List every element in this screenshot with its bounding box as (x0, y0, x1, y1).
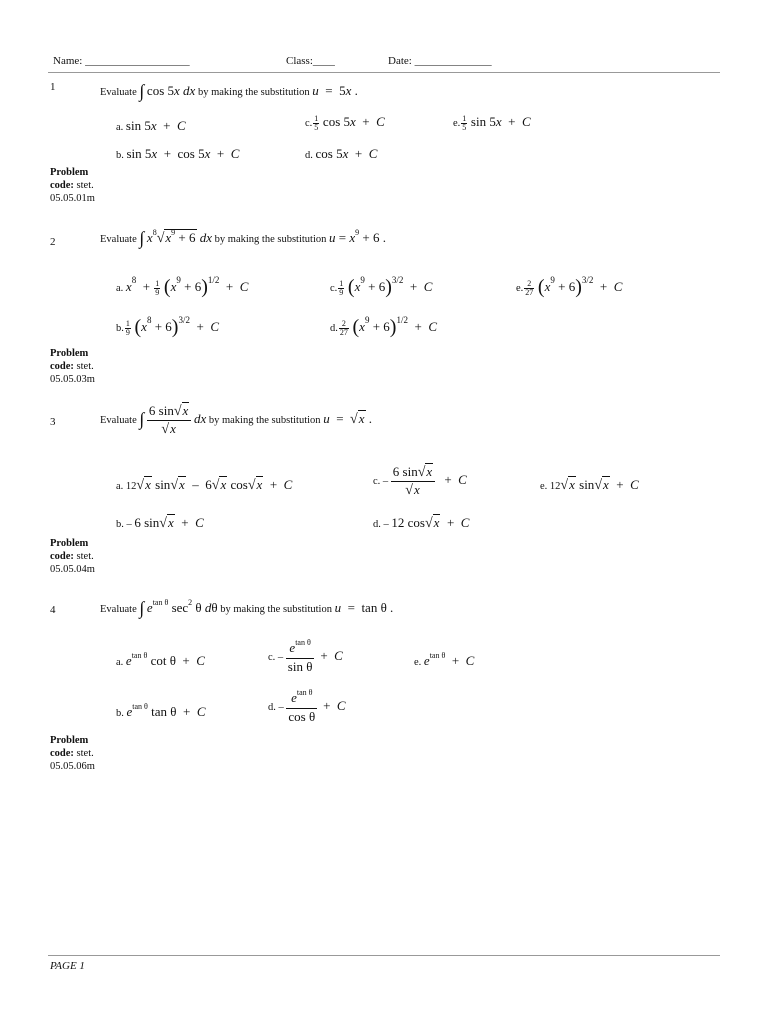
problem-1-option-a: a. sin 5x + C (116, 118, 186, 133)
problem-3-option-b: b. – 6 sin√x + C (116, 515, 204, 531)
problem-4-prompt: Evaluate ∫ $e^{tan \theta}$ $\sec^2 \theta$ dθ by making the substitution u = tan θ . (100, 598, 394, 618)
problem-3-number: 3 (50, 416, 56, 428)
name-blank: ___________________ (85, 55, 190, 67)
class-blank: ____ (312, 55, 335, 67)
problem-2-prompt: Evaluate ∫ $x^8√x^9 + 6$ dx by making the substitution $u = x^9 + 6$ . (100, 228, 386, 248)
problem-2-option-a: a. $x^8$ + $\frac{1}{9}$ $(x^9 + 6)^{1/2} + C$ (116, 275, 249, 298)
problem-1-option-d: d. cos 5x + C (305, 146, 378, 161)
problem-2-option-c: c. $\frac{1}{9}$ $(x^9 + 6)^{3/2} + C$ (330, 275, 433, 298)
evaluate-word: Evaluate (100, 87, 137, 98)
problem-2-option-e: e. $\frac{2}{27}$ $(x^9 + 6)^{3/2} + C$ (516, 275, 623, 298)
problem-4-option-a: a. $e^{tan \theta}$ cot θ + C (116, 651, 205, 668)
problem-2-option-d: d. $\frac{2}{27}$ $(x^9 + 6)^{1/2} + C$ (330, 315, 437, 338)
problem-2-code: Problem code: stet. 05.05.03m (50, 348, 95, 385)
problem-1-option-b: b. sin 5x + cos 5x + C (116, 146, 240, 161)
date-field (388, 55, 492, 67)
problem-2-option-b: b. $\frac{1}{9}$ $(x^8 + 6)^{3/2} + C$ (116, 315, 219, 338)
problem-4-number: 4 (50, 604, 56, 616)
class-label: Class: (286, 55, 313, 67)
problem-2-number: 2 (50, 236, 56, 248)
date-label: Date: (388, 55, 412, 67)
substitution-phrase: by making the substitution (197, 87, 310, 98)
problem-3-option-e: e. 12√x sin√x + C (540, 477, 639, 493)
problem-1-number: 1 (50, 81, 56, 93)
class-field (286, 55, 335, 67)
problem-3-option-c: c. – $\frac{6 \sin√x}{√x}$ + C (373, 464, 467, 498)
header-rule (48, 72, 720, 73)
problem-1-code: Problem code: stet. 05.05.01m (50, 167, 95, 204)
footer-rule (48, 955, 720, 956)
problem-3-option-d: d. – 12 cos√x + C (373, 515, 470, 531)
problem-4-option-b: b. $e^{tan \theta}$ tan θ + C (116, 702, 206, 719)
problem-4-option-c: c. – $\frac{e^{tan \theta}}{\text{sin θ}}$ + C (268, 638, 343, 674)
problem-3-code: Problem code: stet. 05.05.04m (50, 538, 95, 575)
problem-1-option-e: e. $\frac{1}{5}$ sin 5x + C (453, 114, 531, 133)
problem-1-prompt: Evaluate ∫ cos 5x dx by making the substitution u = 5x . (100, 81, 358, 101)
name-label: Name: (53, 55, 83, 67)
problem-4-code: Problem code: stet. 05.05.06m (50, 735, 95, 772)
name-field (53, 55, 190, 67)
problem-3-prompt: Evaluate ∫ $\frac{6 \sin√x}{√x}$ dx by making the substitution u = √x . (100, 403, 372, 437)
page-number: PAGE 1 (50, 960, 85, 972)
problem-4-option-e: e. $e^{tan \theta} + C$ (414, 651, 475, 668)
problem-3-option-a: a. 12√x sin√x – 6√x cos√x + C (116, 477, 293, 493)
date-blank: ______________ (414, 55, 492, 67)
problem-4-option-d: d. – $\frac{e^{tan \theta}}{\text{cos θ}}$ + C (268, 688, 346, 724)
problem-1-option-c: c. $\frac{1}{5}$ cos 5x + C (305, 114, 385, 133)
